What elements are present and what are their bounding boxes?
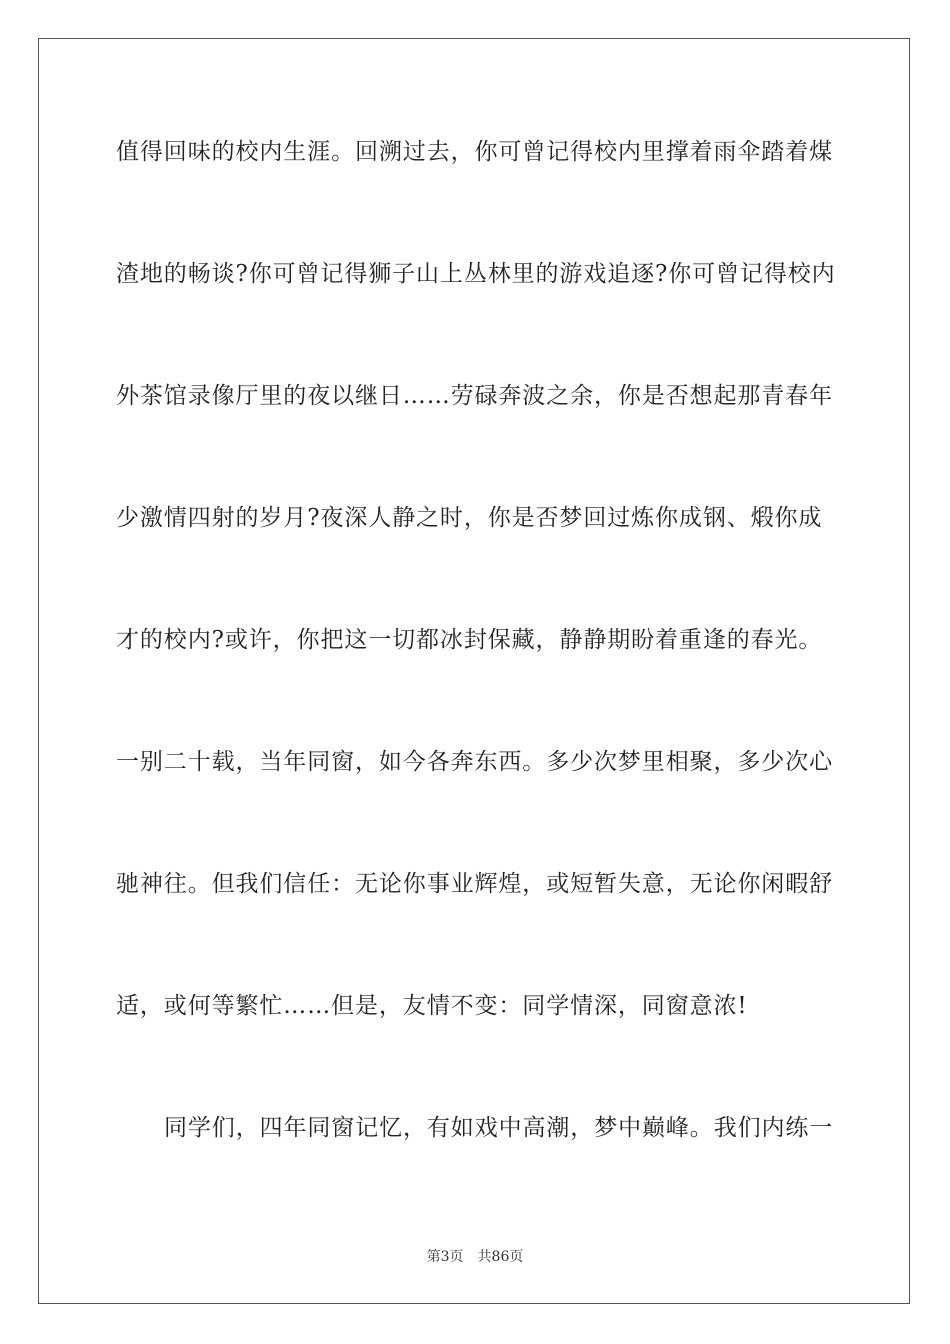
page-total: 共86页	[477, 1249, 524, 1265]
text-line: 适，或何等繁忙……但是，友情不变：同学情深，同窗意浓!	[116, 993, 748, 1019]
text-line: 值得回味的校内生涯。回溯过去，你可曾记得校内里撑着雨伞踏着煤	[116, 139, 833, 165]
text-line: 外茶馆录像厅里的夜以继日……劳碌奔波之余，你是否想起那青春年	[116, 383, 833, 409]
text-line: 一别二十载，当年同窗，如今各奔东西。多少次梦里相聚，多少次心	[116, 749, 833, 775]
text-line: 才的校内?或许，你把这一切都冰封保藏，静静期盼着重逢的春光。	[116, 627, 823, 653]
page-footer	[0, 1246, 950, 1266]
page-number: 第3页	[426, 1249, 464, 1265]
text-line: 少激情四射的岁月?夜深人静之时，你是否梦回过炼你成钢、煅你成	[116, 505, 823, 531]
paragraph-first-line: 同学们，四年同窗记忆，有如戏中高潮，梦中巅峰。我们内练一	[164, 1115, 834, 1141]
text-line: 渣地的畅谈?你可曾记得狮子山上丛林里的游戏追逐?你可曾记得校内	[116, 261, 836, 287]
text-line: 驰神往。但我们信任：无论你事业辉煌，或短暂失意，无论你闲暇舒	[116, 871, 833, 897]
